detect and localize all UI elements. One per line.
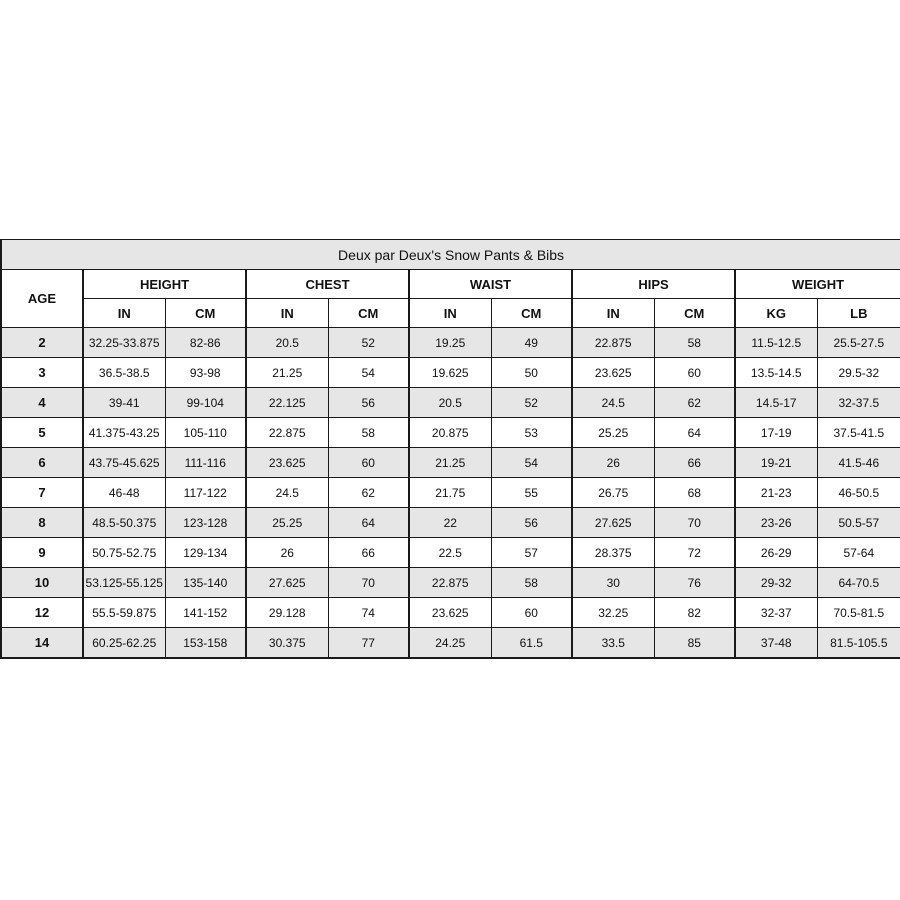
table-cell: 23.625 xyxy=(246,448,328,478)
table-cell: 20.5 xyxy=(246,328,328,358)
table-row xyxy=(1,538,900,568)
table-cell: 30.375 xyxy=(246,628,328,659)
table-cell: 58 xyxy=(328,418,409,448)
table-cell: 77 xyxy=(328,628,409,659)
table-cell: 20.5 xyxy=(409,388,491,418)
table-cell: 64 xyxy=(328,508,409,538)
table-cell: 25.5-27.5 xyxy=(817,328,900,358)
table-cell: 22.875 xyxy=(246,418,328,448)
size-chart-sheet xyxy=(0,239,900,659)
table-cell: 22.125 xyxy=(246,388,328,418)
table-row xyxy=(1,568,900,598)
column-group-height: HEIGHT xyxy=(83,270,246,299)
size-chart-table xyxy=(0,239,900,659)
table-cell: 74 xyxy=(328,598,409,628)
table-cell: 22.875 xyxy=(409,568,491,598)
table-cell: 70.5-81.5 xyxy=(817,598,900,628)
age-cell: 9 xyxy=(1,538,83,568)
table-cell: 53 xyxy=(491,418,572,448)
age-cell: 8 xyxy=(1,508,83,538)
table-cell: 17-19 xyxy=(735,418,817,448)
table-cell: 21.75 xyxy=(409,478,491,508)
table-cell: 19.25 xyxy=(409,328,491,358)
table-cell: 19.625 xyxy=(409,358,491,388)
unit-header-waist-cm: CM xyxy=(491,299,572,328)
table-cell: 37-48 xyxy=(735,628,817,659)
table-cell: 11.5-12.5 xyxy=(735,328,817,358)
table-cell: 62 xyxy=(328,478,409,508)
age-cell: 2 xyxy=(1,328,83,358)
table-cell: 117-122 xyxy=(165,478,246,508)
table-row xyxy=(1,628,900,659)
table-cell: 39-41 xyxy=(83,388,165,418)
table-cell: 32-37 xyxy=(735,598,817,628)
age-header: AGE xyxy=(1,270,83,328)
table-cell: 64-70.5 xyxy=(817,568,900,598)
table-cell: 33.5 xyxy=(572,628,654,659)
table-cell: 58 xyxy=(491,568,572,598)
table-cell: 93-98 xyxy=(165,358,246,388)
table-row xyxy=(1,328,900,358)
table-row xyxy=(1,388,900,418)
table-cell: 105-110 xyxy=(165,418,246,448)
chart-title: Deux par Deux's Snow Pants & Bibs xyxy=(1,240,900,270)
table-cell: 66 xyxy=(328,538,409,568)
age-cell: 3 xyxy=(1,358,83,388)
table-cell: 64 xyxy=(654,418,735,448)
table-cell: 29.128 xyxy=(246,598,328,628)
table-cell: 153-158 xyxy=(165,628,246,659)
table-cell: 57-64 xyxy=(817,538,900,568)
table-cell: 27.625 xyxy=(572,508,654,538)
table-cell: 23-26 xyxy=(735,508,817,538)
table-row xyxy=(1,598,900,628)
age-cell: 6 xyxy=(1,448,83,478)
table-cell: 25.25 xyxy=(572,418,654,448)
unit-header-waist-in: IN xyxy=(409,299,491,328)
table-cell: 21.25 xyxy=(409,448,491,478)
age-cell: 5 xyxy=(1,418,83,448)
table-cell: 57 xyxy=(491,538,572,568)
table-cell: 26-29 xyxy=(735,538,817,568)
table-row xyxy=(1,448,900,478)
table-cell: 82 xyxy=(654,598,735,628)
table-cell: 27.625 xyxy=(246,568,328,598)
table-cell: 70 xyxy=(328,568,409,598)
table-cell: 23.625 xyxy=(409,598,491,628)
table-cell: 37.5-41.5 xyxy=(817,418,900,448)
table-cell: 20.875 xyxy=(409,418,491,448)
age-cell: 12 xyxy=(1,598,83,628)
table-cell: 50.75-52.75 xyxy=(83,538,165,568)
age-cell: 4 xyxy=(1,388,83,418)
table-cell: 56 xyxy=(491,508,572,538)
table-cell: 22.5 xyxy=(409,538,491,568)
age-cell: 14 xyxy=(1,628,83,659)
column-group-chest: CHEST xyxy=(246,270,409,299)
table-cell: 21.25 xyxy=(246,358,328,388)
table-cell: 24.5 xyxy=(572,388,654,418)
table-cell: 72 xyxy=(654,538,735,568)
table-row xyxy=(1,358,900,388)
table-cell: 70 xyxy=(654,508,735,538)
table-cell: 82-86 xyxy=(165,328,246,358)
unit-header-height-cm: CM xyxy=(165,299,246,328)
table-cell: 25.25 xyxy=(246,508,328,538)
table-row xyxy=(1,508,900,538)
table-cell: 111-116 xyxy=(165,448,246,478)
table-cell: 36.5-38.5 xyxy=(83,358,165,388)
column-group-weight: WEIGHT xyxy=(735,270,900,299)
table-cell: 68 xyxy=(654,478,735,508)
table-cell: 46-50.5 xyxy=(817,478,900,508)
table-cell: 123-128 xyxy=(165,508,246,538)
table-row xyxy=(1,478,900,508)
table-cell: 50.5-57 xyxy=(817,508,900,538)
table-cell: 26.75 xyxy=(572,478,654,508)
table-cell: 52 xyxy=(491,388,572,418)
table-cell: 19-21 xyxy=(735,448,817,478)
table-cell: 41.375-43.25 xyxy=(83,418,165,448)
table-cell: 99-104 xyxy=(165,388,246,418)
column-group-waist: WAIST xyxy=(409,270,572,299)
table-cell: 22 xyxy=(409,508,491,538)
table-cell: 24.25 xyxy=(409,628,491,659)
age-cell: 10 xyxy=(1,568,83,598)
table-cell: 55.5-59.875 xyxy=(83,598,165,628)
table-cell: 129-134 xyxy=(165,538,246,568)
table-cell: 41.5-46 xyxy=(817,448,900,478)
unit-header-height-in: IN xyxy=(83,299,165,328)
table-cell: 28.375 xyxy=(572,538,654,568)
unit-header-weight-lb: LB xyxy=(817,299,900,328)
table-cell: 48.5-50.375 xyxy=(83,508,165,538)
table-cell: 135-140 xyxy=(165,568,246,598)
table-cell: 29.5-32 xyxy=(817,358,900,388)
unit-header-chest-cm: CM xyxy=(328,299,409,328)
table-cell: 54 xyxy=(491,448,572,478)
table-cell: 66 xyxy=(654,448,735,478)
table-cell: 21-23 xyxy=(735,478,817,508)
table-cell: 62 xyxy=(654,388,735,418)
table-cell: 49 xyxy=(491,328,572,358)
table-cell: 141-152 xyxy=(165,598,246,628)
age-cell: 7 xyxy=(1,478,83,508)
table-row xyxy=(1,418,900,448)
table-cell: 60.25-62.25 xyxy=(83,628,165,659)
unit-header-weight-kg: KG xyxy=(735,299,817,328)
table-cell: 56 xyxy=(328,388,409,418)
table-cell: 43.75-45.625 xyxy=(83,448,165,478)
table-cell: 60 xyxy=(491,598,572,628)
unit-header-hips-in: IN xyxy=(572,299,654,328)
table-cell: 29-32 xyxy=(735,568,817,598)
table-cell: 30 xyxy=(572,568,654,598)
table-cell: 54 xyxy=(328,358,409,388)
table-cell: 26 xyxy=(246,538,328,568)
table-cell: 52 xyxy=(328,328,409,358)
table-cell: 46-48 xyxy=(83,478,165,508)
table-cell: 32-37.5 xyxy=(817,388,900,418)
table-cell: 32.25-33.875 xyxy=(83,328,165,358)
table-cell: 81.5-105.5 xyxy=(817,628,900,659)
table-cell: 55 xyxy=(491,478,572,508)
table-cell: 32.25 xyxy=(572,598,654,628)
table-cell: 60 xyxy=(328,448,409,478)
table-cell: 22.875 xyxy=(572,328,654,358)
table-cell: 50 xyxy=(491,358,572,388)
unit-header-hips-cm: CM xyxy=(654,299,735,328)
table-cell: 24.5 xyxy=(246,478,328,508)
table-cell: 58 xyxy=(654,328,735,358)
table-cell: 13.5-14.5 xyxy=(735,358,817,388)
table-cell: 14.5-17 xyxy=(735,388,817,418)
table-cell: 61.5 xyxy=(491,628,572,659)
table-cell: 23.625 xyxy=(572,358,654,388)
table-cell: 85 xyxy=(654,628,735,659)
table-cell: 26 xyxy=(572,448,654,478)
unit-header-chest-in: IN xyxy=(246,299,328,328)
table-cell: 60 xyxy=(654,358,735,388)
table-cell: 76 xyxy=(654,568,735,598)
column-group-hips: HIPS xyxy=(572,270,735,299)
table-cell: 53.125-55.125 xyxy=(83,568,165,598)
